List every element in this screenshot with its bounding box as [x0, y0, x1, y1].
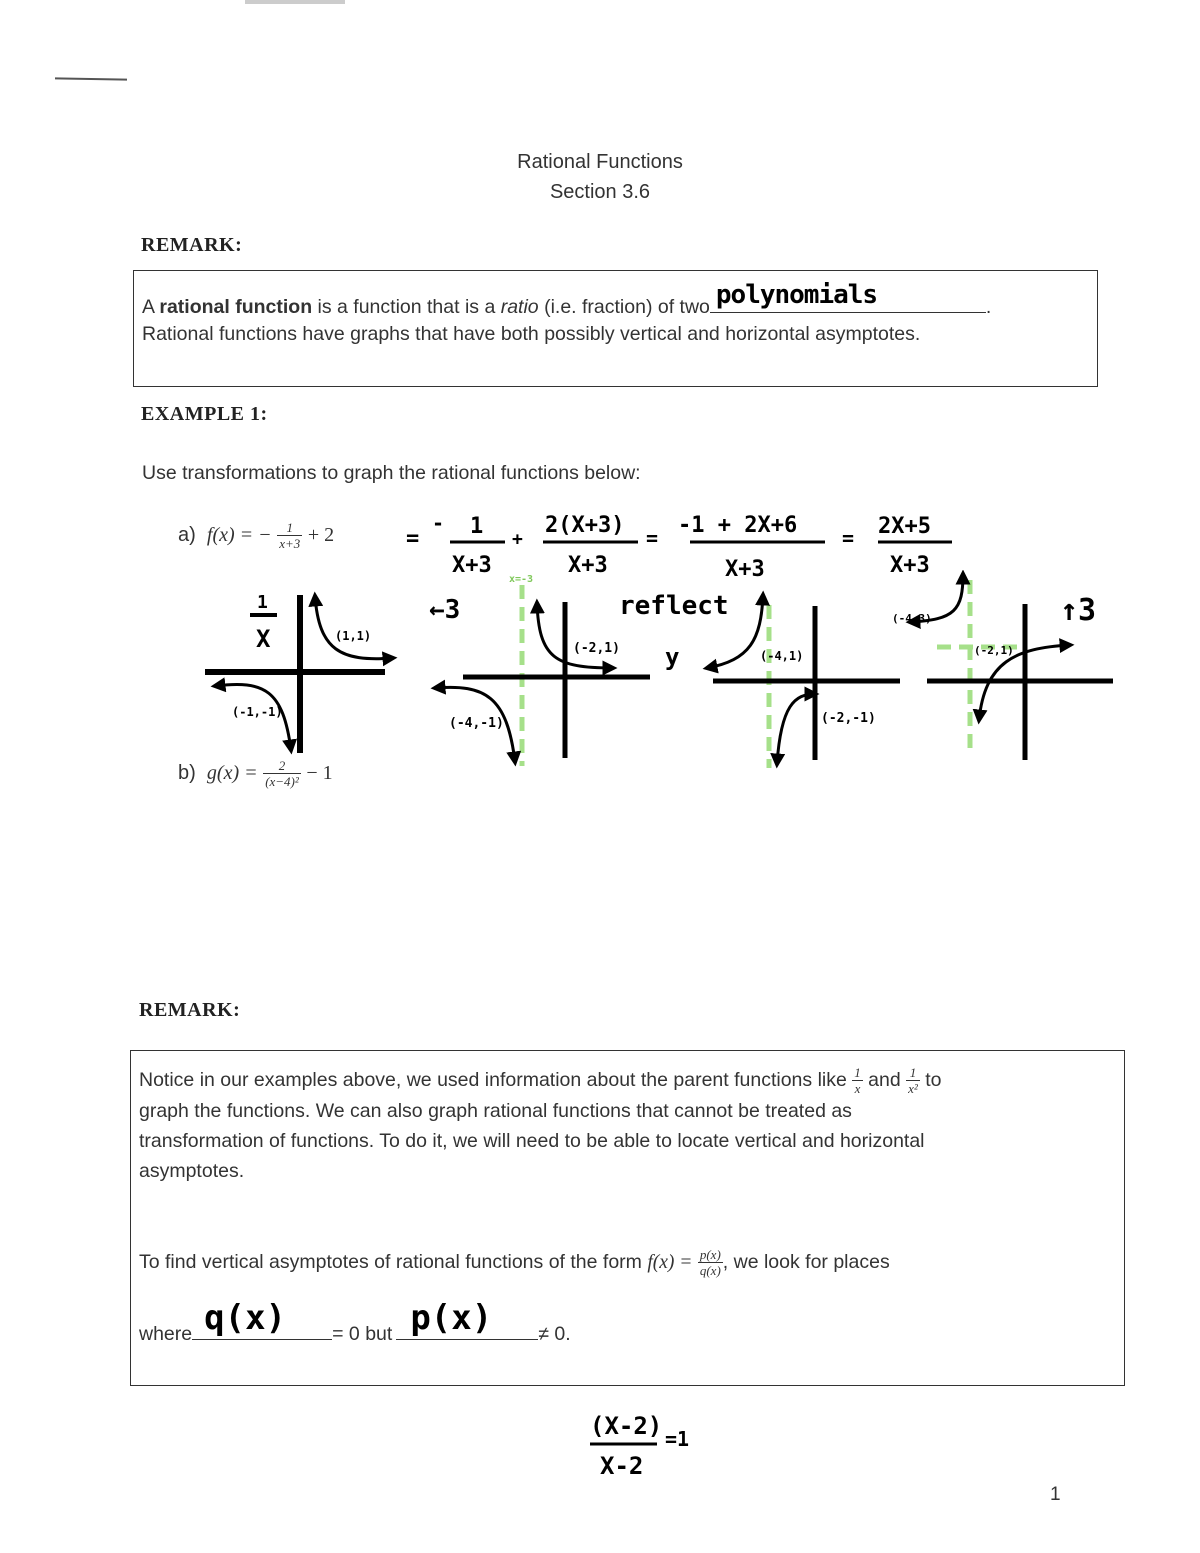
function-rhs: − 1: [306, 762, 333, 784]
note-num: (X-2): [590, 1412, 663, 1440]
fraction-p-over-q: [698, 1248, 723, 1277]
text: To find vertical asymptotes of rational functions of the form: [139, 1251, 642, 1273]
graph-shift-left: [429, 574, 650, 766]
term3-den: X+3: [725, 557, 765, 582]
part-b-formula: [178, 758, 333, 788]
remark-heading-2: REMARK:: [139, 999, 241, 1021]
text: is a function that is a: [312, 296, 501, 318]
equals-1: =: [406, 526, 420, 551]
denominator: x: [852, 1080, 863, 1095]
numerator: 1: [286, 520, 293, 536]
term1-den: X+3: [452, 553, 492, 578]
numerator: 1: [854, 1065, 861, 1081]
point-1: (-4,1): [760, 649, 804, 663]
asymptote-label: x=-3: [509, 574, 534, 585]
fraction-1-over-x-squared: [906, 1066, 920, 1095]
part-label: a): [178, 524, 196, 546]
scan-mark-left: [55, 77, 127, 80]
part-a-formula: [178, 520, 334, 550]
section-number: Section 3.6: [549, 181, 651, 203]
numerator: 2: [278, 758, 286, 774]
text: Notice in our examples above, we used information about the parent functions like: [139, 1069, 847, 1091]
numerator: p(x): [699, 1247, 721, 1263]
denominator: (x−4)²: [265, 774, 299, 790]
reflect-label: reflect: [619, 591, 729, 621]
function-lhs: f(x) = −: [206, 524, 272, 546]
point-2: (-1,-1): [232, 705, 283, 719]
graph-parent: [205, 592, 393, 753]
text: A: [142, 296, 160, 318]
term4-den: X+3: [890, 553, 930, 578]
graph-reflect: [619, 591, 900, 768]
remark-line-2: Rational functions have graphs that have both possibly vertical and horizontal asymptotes.: [142, 323, 921, 345]
minus-sign: -: [432, 511, 445, 535]
page-number: 1: [1050, 1484, 1061, 1505]
handwritten-note: [585, 1400, 715, 1480]
remark2-line-1: [139, 1065, 942, 1095]
remark2-line-3: transformation of functions. To do it, we will need to be able to locate vertical and horizontal: [139, 1130, 925, 1152]
point-2: (-4,-1): [449, 716, 504, 731]
page-title: Rational Functions: [517, 151, 683, 173]
fraction: [263, 759, 301, 788]
fraction-1-over-x: [852, 1066, 863, 1095]
term-ratio: ratio: [500, 296, 539, 318]
function-lhs: f(x) =: [647, 1252, 693, 1273]
term2-num: 2(X+3): [545, 513, 625, 538]
function-rhs: + 2: [307, 524, 335, 546]
remark-box-2: [130, 1050, 1125, 1386]
equals-2: =: [646, 526, 659, 550]
note-den: X-2: [600, 1452, 644, 1480]
text: , we look for places: [722, 1251, 890, 1273]
example-instruction: Use transformations to graph the rational functions below:: [142, 462, 641, 484]
curve-upper: [537, 603, 613, 668]
remark-heading-1: REMARK:: [141, 234, 243, 256]
remark2-line-4: asymptotes.: [139, 1160, 245, 1182]
answer-blank-q: [192, 1298, 332, 1340]
point-2: (-2,-1): [821, 711, 876, 726]
handwritten-answer: p(x): [410, 1298, 493, 1338]
text: ≠ 0.: [538, 1323, 571, 1345]
transformation-graphs: [195, 570, 1120, 775]
axis-label: y: [665, 643, 680, 671]
point-2: (-2,1): [974, 644, 1014, 657]
term1-num: 1: [470, 514, 484, 539]
label-den: X: [256, 625, 271, 653]
part-label: b): [178, 762, 196, 784]
function-lhs: g(x) =: [206, 762, 258, 784]
text: = 0 but: [332, 1323, 393, 1345]
shift-label: ←3: [429, 595, 461, 625]
text: .: [985, 296, 992, 318]
denominator: x+3: [279, 536, 301, 552]
note-rhs: =1: [665, 1427, 690, 1451]
remark2-where-line: [139, 1298, 571, 1349]
example-heading: EXAMPLE 1:: [141, 403, 268, 425]
graph-shift-up: [892, 574, 1113, 760]
term-rational-function: rational function: [159, 296, 313, 318]
handwritten-answer: q(x): [204, 1298, 287, 1338]
fraction: [277, 521, 302, 550]
term3-num: -1 + 2X+6: [678, 513, 798, 538]
term4-num: 2X+5: [878, 514, 931, 539]
answer-blank-polynomials: [710, 280, 986, 313]
point-1: (-2,1): [573, 641, 620, 656]
shift-label: ↑3: [1060, 593, 1097, 628]
text: to: [925, 1069, 942, 1091]
curve-q1: [315, 596, 393, 659]
remark2-line-2: graph the functions. We can also graph rational functions that cannot be treated as: [139, 1100, 852, 1122]
term2-den: X+3: [568, 553, 608, 578]
remark2-vertical-asymptote-line: [139, 1247, 890, 1278]
text: where: [139, 1323, 193, 1345]
curve-lower: [777, 694, 815, 764]
point-1: (1,1): [335, 629, 372, 643]
label-num: 1: [257, 592, 268, 613]
point-1: (-4,3): [892, 612, 932, 625]
handwritten-answer: polynomials: [715, 280, 878, 310]
answer-blank-p: [396, 1298, 538, 1340]
numerator: 1: [909, 1065, 917, 1081]
plus-sign: +: [512, 529, 523, 550]
remark-box-1: [133, 270, 1098, 387]
text: (i.e. fraction) of two: [538, 296, 710, 318]
denominator: x²: [908, 1081, 918, 1097]
scan-mark-top: [245, 0, 345, 4]
text: and: [868, 1069, 901, 1091]
denominator: q(x): [699, 1263, 721, 1279]
equals-3: =: [842, 526, 855, 550]
remark-line-1: [142, 280, 992, 322]
